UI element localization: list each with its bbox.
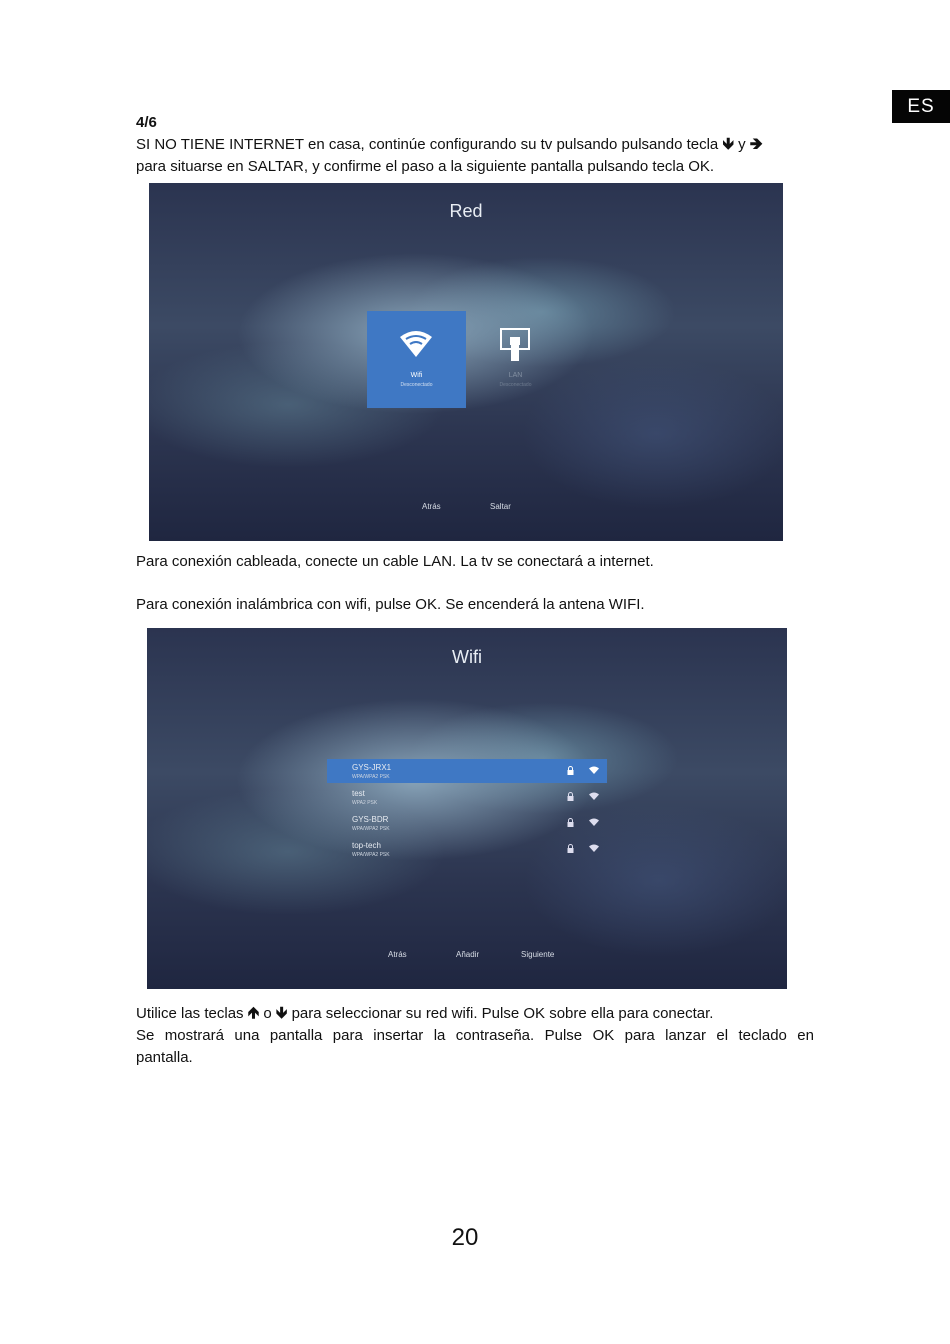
wifi-icon — [399, 329, 433, 359]
back-button[interactable]: Atrás — [388, 950, 407, 959]
intro-line-1 — [136, 134, 814, 156]
arrow-right-icon: 🡺 — [749, 136, 763, 153]
outro-line-1-b: para seleccionar su red wifi. Pulse OK sobre ella para conectar. — [291, 1005, 714, 1022]
outro-line-1-a: Utilice las teclas — [136, 1005, 244, 1022]
tile-lan[interactable] — [466, 311, 565, 408]
lock-icon — [567, 766, 574, 775]
screen-title-wifi: Wifi — [452, 647, 482, 667]
page-number: 20 — [451, 1224, 479, 1251]
step-indicator: 4/6 — [136, 114, 157, 131]
network-name: GYS-JRX1 — [352, 763, 392, 772]
intro-conj: y — [738, 136, 746, 153]
network-security: WPA2 PSK — [352, 800, 378, 806]
network-security: WPA/WPA2 PSK — [352, 852, 390, 858]
wifi-signal-icon — [589, 818, 599, 826]
outro-line-3: pantalla. — [136, 1049, 193, 1066]
add-button[interactable]: Añadir — [456, 950, 480, 959]
lock-icon — [567, 844, 574, 853]
arrow-down-icon: 🡻 — [722, 136, 734, 153]
tile-wifi-status: Desconectado — [400, 382, 433, 388]
network-row[interactable] — [327, 811, 607, 835]
network-name: GYS-BDR — [352, 815, 389, 824]
tile-wifi-label: Wifi — [410, 372, 423, 379]
network-row[interactable] — [327, 837, 607, 861]
wifi-signal-icon — [589, 792, 599, 800]
outro-line-2: Se mostrará una pantalla para insertar la contraseña. Pulse OK para lanzar el teclado en — [136, 1027, 814, 1044]
wifi-signal-icon — [589, 766, 599, 774]
lock-icon — [567, 792, 574, 801]
lan-icon — [498, 327, 532, 363]
intro-line-2: para situarse en SALTAR, y confirme el paso a la siguiente pantalla pulsando tecla OK. — [136, 158, 715, 175]
network-row[interactable] — [327, 759, 607, 783]
intro-line-1-text: SI NO TIENE INTERNET en casa, continúe configurando su tv pulsando pulsando tecla — [136, 136, 719, 153]
network-name: test — [352, 789, 365, 798]
outro-conj: o — [263, 1005, 272, 1022]
intro-paragraph — [136, 134, 814, 178]
paragraph-wifi: Para conexión inalámbrica con wifi, pulse OK. Se encenderá la antena WIFI. — [136, 596, 645, 613]
skip-button[interactable]: Saltar — [490, 502, 511, 511]
back-button[interactable]: Atrás — [422, 502, 441, 511]
wifi-signal-icon — [589, 844, 599, 852]
network-security: WPA/WPA2 PSK — [352, 826, 390, 832]
outro-line-1 — [136, 1003, 814, 1025]
network-security: WPA/WPA2 PSK — [352, 774, 390, 780]
tile-lan-label: LAN — [508, 372, 523, 379]
paragraph-lan: Para conexión cableada, conecte un cable LAN. La tv se conectará a internet. — [136, 553, 654, 570]
tile-lan-status: Desconectado — [499, 382, 532, 388]
screenshot-network — [149, 183, 783, 541]
tile-wifi[interactable] — [367, 311, 466, 408]
next-button[interactable]: Siguiente — [521, 950, 555, 959]
outro-paragraph — [136, 1003, 814, 1069]
network-name: top-tech — [352, 841, 381, 850]
screen-title-red: Red — [449, 201, 483, 221]
network-row[interactable] — [327, 785, 607, 809]
language-tab: ES — [892, 90, 950, 123]
arrow-down-icon: 🡻 — [275, 1005, 288, 1022]
screenshot-wifi — [147, 628, 787, 989]
arrow-up-icon: 🡹 — [247, 1005, 260, 1022]
lock-icon — [567, 818, 574, 827]
